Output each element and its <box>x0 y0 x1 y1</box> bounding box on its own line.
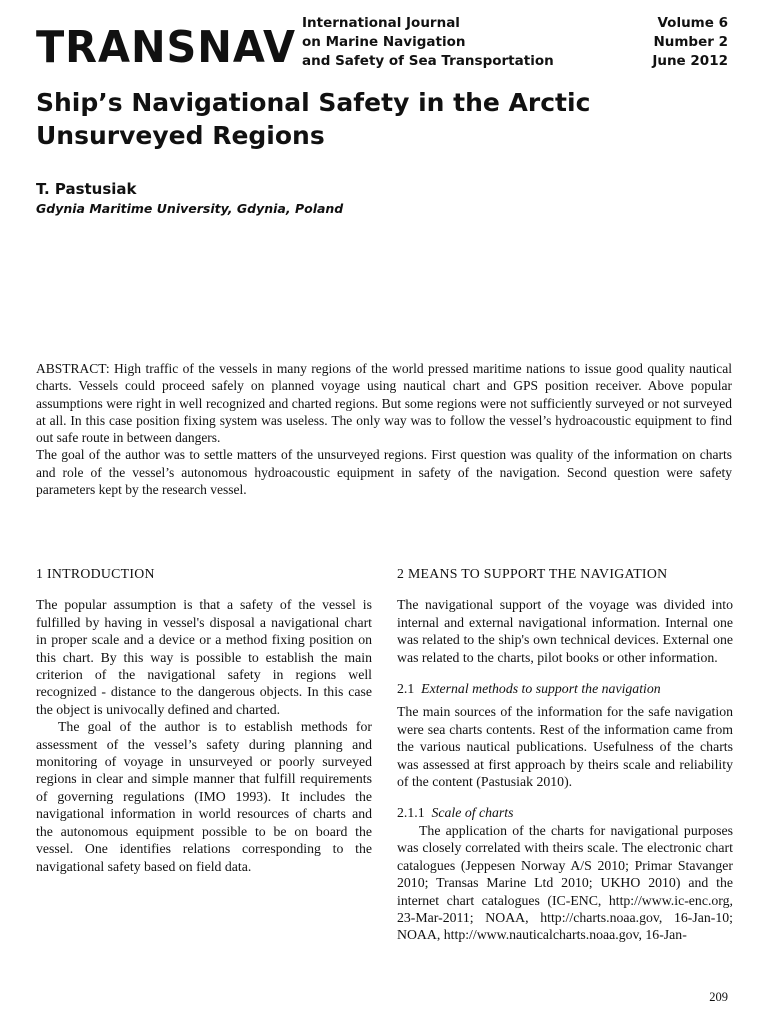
section-heading-introduction: 1 INTRODUCTION <box>36 566 155 581</box>
journal-line: on Marine Navigation <box>302 34 466 50</box>
body-paragraph: The main sources of the information for the safe navigation were sea charts contents. Rest of the information came from the various nautical publications. Usefulness of the charts was assessed at first approach by theirs scale and reliability of the content (Pastusiak 2010). <box>397 704 733 790</box>
left-column <box>36 565 372 875</box>
body-paragraph: The popular assumption is that a safety of the vessel is fulfilled by having in vessel's disposal a navigational chart in proper scale and a device or a method fixing position on this chart. By this way is possible to establish the main criterion of the navigational safety in regions well recognized - distance to the dangerous objects. In this case the object is univocally defined and charted. <box>36 597 372 717</box>
issue-info <box>610 14 728 71</box>
transnav-logo <box>36 18 298 68</box>
article-title: Ship’s Navigational Safety in the Arctic Unsurveyed Regions <box>36 88 591 150</box>
author-name: T. Pastusiak <box>36 180 137 198</box>
abstract-paragraph: The goal of the author was to settle matters of the unsurveyed regions. First question was quality of the information on charts and role of the vessel’s autonomous hydroacoustic equipment in safety of the navigation. Second question were safety parameters kept by the research vessel. <box>36 447 732 498</box>
journal-line: International Journal <box>302 15 460 31</box>
subsubsection-number: 2.1.1 <box>397 805 425 821</box>
journal-line: and Safety of Sea Transportation <box>302 53 554 69</box>
section-heading-means: 2 MEANS TO SUPPORT THE NAVIGATION <box>397 566 668 581</box>
subsubsection-title: Scale of charts <box>431 805 514 821</box>
volume: Volume 6 <box>657 15 728 31</box>
issue-number: Number 2 <box>653 34 728 50</box>
issue-date: June 2012 <box>652 53 728 69</box>
right-column <box>397 565 733 944</box>
page-number: 209 <box>709 990 728 1004</box>
subsection-heading <box>397 680 733 697</box>
body-paragraph: The navigational support of the voyage was divided into internal and external navigational information. Internal one was related to the ship's own technical devices. External one was related to the charts, pilot books or other information. <box>397 597 733 665</box>
body-paragraph: The goal of the author is to establish methods for assessment of the vessel’s safety during planning and monitoring of voyage in unsurveyed or poorly surveyed regions in clear and simple manner that fulfill requirements of governing regulations (IMO 1993). It includes the navigational information in world resources of charts and the autonomous equipment possible to be on board the vessel. One identifies relations corresponding to the navigational safety based on field data. <box>36 719 372 874</box>
subsection-title: External methods to support the navigation <box>421 681 661 697</box>
author-affiliation: Gdynia Maritime University, Gdynia, Poland <box>36 201 344 216</box>
body-paragraph: The application of the charts for navigational purposes was closely correlated with theirs scale. The electronic chart catalogues (Jeppesen Norway A/S 2010; Primar Stavanger 2010; Transas Marine Ltd 2010; UKHO 2010) and the internet chart catalogues (IC-ENC, http://www.ic-enc.org, 23-Mar-2011; NOAA, http://charts.noaa.gov, 16-Jan-10; NOAA, http://www.nauticalcharts.noaa.gov, 16-Jan- <box>397 822 733 943</box>
subsection-number: 2.1 <box>397 681 415 697</box>
abstract <box>36 360 732 498</box>
logo-text: TRANSNAV <box>36 22 296 68</box>
journal-name <box>302 14 602 71</box>
abstract-paragraph: ABSTRACT: High traffic of the vessels in many regions of the world pressed maritime nations to issue good quality nautical charts. Vessels could proceed safely on planned voyage using nautical chart and GPS position receiver. Above popular assumptions were right in well recognized and charted regions. But some regions were not sufficiently surveyed or not surveyed at all. In this case position fixing system was useless. The only way was to follow the vessel’s hydroacoustic equipment to find out safe route in between dangers. <box>36 361 732 446</box>
subsubsection-heading <box>397 804 733 821</box>
